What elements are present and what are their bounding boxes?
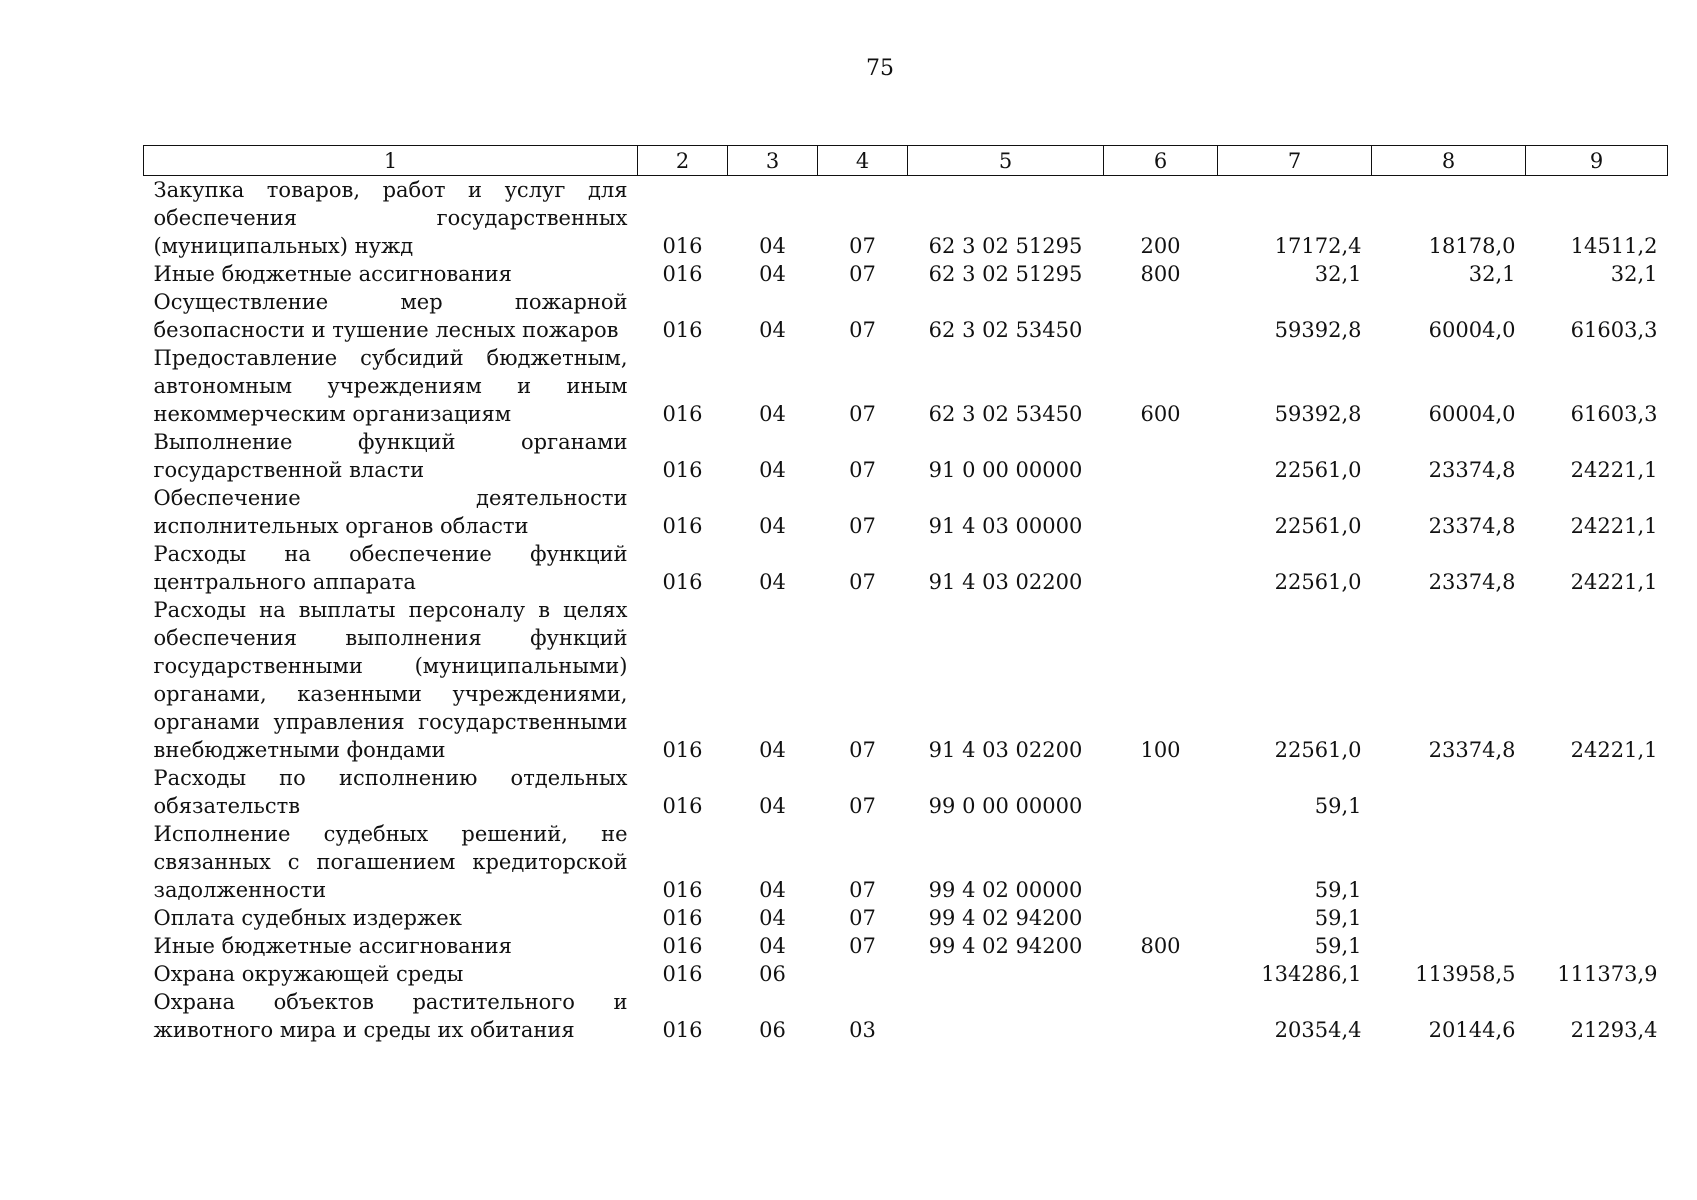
target-article-code <box>908 988 1104 1044</box>
table-row <box>144 988 1668 1044</box>
amount-col-7: 59392,8 <box>1274 318 1362 342</box>
section-code: 04 <box>759 402 786 426</box>
amount-col-7: 22561,0 <box>1274 738 1362 762</box>
expense-type-code: 200 <box>1140 234 1181 258</box>
table-row <box>144 960 1668 988</box>
table-row <box>144 288 1668 344</box>
column-header: 5 <box>908 146 1104 176</box>
amount-col-8: 60004,0 <box>1428 402 1516 426</box>
table-row <box>144 260 1668 288</box>
amount-col-7: 59392,8 <box>1274 402 1362 426</box>
row-name: Закупка товаров, работ и услуг для обеспечения государственных (муниципальных) нужд <box>153 178 628 258</box>
target-article-code: 91 0 00 00000 <box>928 458 1083 482</box>
table-row <box>144 764 1668 820</box>
section-code: 04 <box>759 934 786 958</box>
target-article-code: 62 3 02 53450 <box>928 318 1083 342</box>
row-name: Иные бюджетные ассигнования <box>153 934 512 958</box>
amount-col-7: 59,1 <box>1314 794 1362 818</box>
subsection-code <box>818 960 908 988</box>
target-article-code: 99 4 02 00000 <box>928 878 1083 902</box>
target-article-code: 99 4 02 94200 <box>928 934 1083 958</box>
expense-type-code <box>1104 904 1218 932</box>
section-code: 04 <box>759 318 786 342</box>
row-name: Выполнение функций органами государственной власти <box>153 430 628 482</box>
amount-col-7: 59,1 <box>1314 906 1362 930</box>
expense-type-code <box>1104 540 1218 596</box>
admin-code: 016 <box>662 234 703 258</box>
amount-col-9: 24221,1 <box>1570 458 1658 482</box>
table-row <box>144 540 1668 596</box>
subsection-code: 07 <box>849 570 876 594</box>
expense-type-code <box>1104 428 1218 484</box>
amount-col-8: 20144,6 <box>1428 1018 1516 1042</box>
section-code: 04 <box>759 458 786 482</box>
row-name: Предоставление субсидий бюджетным, автономным учреждениям и иным некоммерческим организациям <box>153 346 628 426</box>
amount-col-7: 22561,0 <box>1274 514 1362 538</box>
subsection-code: 07 <box>849 906 876 930</box>
admin-code: 016 <box>662 570 703 594</box>
amount-col-8: 60004,0 <box>1428 318 1516 342</box>
expense-type-code: 600 <box>1140 402 1181 426</box>
section-code: 04 <box>759 514 786 538</box>
admin-code: 016 <box>662 962 703 986</box>
table-row <box>144 596 1668 764</box>
expense-type-code: 800 <box>1140 934 1181 958</box>
subsection-code: 07 <box>849 738 876 762</box>
admin-code: 016 <box>662 514 703 538</box>
amount-col-7: 17172,4 <box>1274 234 1362 258</box>
row-name: Обеспечение деятельности исполнительных органов области <box>153 486 628 538</box>
expense-type-code <box>1104 288 1218 344</box>
admin-code: 016 <box>662 738 703 762</box>
amount-col-9: 61603,3 <box>1570 402 1658 426</box>
section-code: 04 <box>759 906 786 930</box>
subsection-code: 07 <box>849 514 876 538</box>
column-header: 2 <box>638 146 728 176</box>
table-row <box>144 176 1668 261</box>
expense-type-code <box>1104 988 1218 1044</box>
amount-col-8: 23374,8 <box>1428 738 1516 762</box>
row-name: Иные бюджетные ассигнования <box>153 262 512 286</box>
amount-col-7: 22561,0 <box>1274 458 1362 482</box>
amount-col-9 <box>1526 764 1668 820</box>
admin-code: 016 <box>662 934 703 958</box>
amount-col-9: 24221,1 <box>1570 514 1658 538</box>
column-header: 4 <box>818 146 908 176</box>
column-header: 9 <box>1526 146 1668 176</box>
column-header: 7 <box>1218 146 1372 176</box>
admin-code: 016 <box>662 906 703 930</box>
expense-type-code <box>1104 484 1218 540</box>
column-header: 3 <box>728 146 818 176</box>
row-name: Исполнение судебных решений, не связанных с погашением кредиторской задолженности <box>153 822 628 902</box>
section-code: 04 <box>759 570 786 594</box>
column-header: 6 <box>1104 146 1218 176</box>
row-name: Расходы на выплаты персоналу в целях обеспечения выполнения функций государственными (муниципальными) органами, казенными учреждениями, органами управления государственными внебюджетными фондами <box>153 598 628 762</box>
target-article-code: 91 4 03 02200 <box>928 570 1083 594</box>
table-row <box>144 904 1668 932</box>
section-code: 04 <box>759 262 786 286</box>
subsection-code: 07 <box>849 262 876 286</box>
column-header: 1 <box>144 146 638 176</box>
amount-col-9 <box>1526 820 1668 904</box>
table-row <box>144 428 1668 484</box>
amount-col-7: 32,1 <box>1314 262 1362 286</box>
section-code: 04 <box>759 234 786 258</box>
amount-col-8: 18178,0 <box>1428 234 1516 258</box>
amount-col-8: 23374,8 <box>1428 570 1516 594</box>
target-article-code <box>908 960 1104 988</box>
amount-col-8 <box>1372 820 1526 904</box>
amount-col-9 <box>1526 932 1668 960</box>
amount-col-7: 134286,1 <box>1261 962 1362 986</box>
amount-col-8 <box>1372 932 1526 960</box>
expense-type-code: 800 <box>1140 262 1181 286</box>
amount-col-9: 21293,4 <box>1570 1018 1658 1042</box>
table-body <box>144 176 1668 1045</box>
header-row <box>144 146 1668 176</box>
admin-code: 016 <box>662 262 703 286</box>
page-number: 75 <box>866 56 894 81</box>
budget-table <box>143 145 1668 1044</box>
section-code: 04 <box>759 738 786 762</box>
expense-type-code: 100 <box>1140 738 1181 762</box>
subsection-code: 07 <box>849 794 876 818</box>
amount-col-8: 32,1 <box>1468 262 1516 286</box>
amount-col-9: 24221,1 <box>1570 570 1658 594</box>
admin-code: 016 <box>662 458 703 482</box>
row-name: Расходы на обеспечение функций центрального аппарата <box>153 542 628 594</box>
row-name: Охрана объектов растительного и животного мира и среды их обитания <box>153 990 628 1042</box>
amount-col-7: 20354,4 <box>1274 1018 1362 1042</box>
amount-col-9: 32,1 <box>1610 262 1658 286</box>
row-name: Оплата судебных издержек <box>153 906 462 930</box>
section-code: 06 <box>759 962 786 986</box>
row-name: Расходы по исполнению отдельных обязательств <box>153 766 628 818</box>
amount-col-8: 23374,8 <box>1428 458 1516 482</box>
amount-col-9: 14511,2 <box>1570 234 1658 258</box>
table-row <box>144 484 1668 540</box>
table-row <box>144 932 1668 960</box>
row-name: Осуществление мер пожарной безопасности и тушение лесных пожаров <box>153 290 628 342</box>
target-article-code: 62 3 02 51295 <box>928 262 1083 286</box>
target-article-code: 62 3 02 53450 <box>928 402 1083 426</box>
target-article-code: 99 0 00 00000 <box>928 794 1083 818</box>
admin-code: 016 <box>662 794 703 818</box>
expense-type-code <box>1104 960 1218 988</box>
amount-col-7: 59,1 <box>1314 934 1362 958</box>
subsection-code: 07 <box>849 234 876 258</box>
amount-col-7: 59,1 <box>1314 878 1362 902</box>
amount-col-9: 111373,9 <box>1557 962 1658 986</box>
target-article-code: 99 4 02 94200 <box>928 906 1083 930</box>
admin-code: 016 <box>662 318 703 342</box>
admin-code: 016 <box>662 1018 703 1042</box>
amount-col-8 <box>1372 764 1526 820</box>
subsection-code: 07 <box>849 318 876 342</box>
target-article-code: 62 3 02 51295 <box>928 234 1083 258</box>
section-code: 04 <box>759 794 786 818</box>
amount-col-9 <box>1526 904 1668 932</box>
amount-col-9: 24221,1 <box>1570 738 1658 762</box>
expense-type-code <box>1104 764 1218 820</box>
admin-code: 016 <box>662 402 703 426</box>
target-article-code: 91 4 03 00000 <box>928 514 1083 538</box>
column-header: 8 <box>1372 146 1526 176</box>
amount-col-9: 61603,3 <box>1570 318 1658 342</box>
amount-col-8 <box>1372 904 1526 932</box>
subsection-code: 07 <box>849 878 876 902</box>
section-code: 04 <box>759 878 786 902</box>
subsection-code: 03 <box>849 1018 876 1042</box>
admin-code: 016 <box>662 878 703 902</box>
amount-col-8: 23374,8 <box>1428 514 1516 538</box>
row-name: Охрана окружающей среды <box>153 962 464 986</box>
subsection-code: 07 <box>849 934 876 958</box>
target-article-code: 91 4 03 02200 <box>928 738 1083 762</box>
amount-col-8: 113958,5 <box>1415 962 1516 986</box>
table-row <box>144 344 1668 428</box>
expense-type-code <box>1104 820 1218 904</box>
section-code: 06 <box>759 1018 786 1042</box>
subsection-code: 07 <box>849 458 876 482</box>
table-row <box>144 820 1668 904</box>
amount-col-7: 22561,0 <box>1274 570 1362 594</box>
subsection-code: 07 <box>849 402 876 426</box>
